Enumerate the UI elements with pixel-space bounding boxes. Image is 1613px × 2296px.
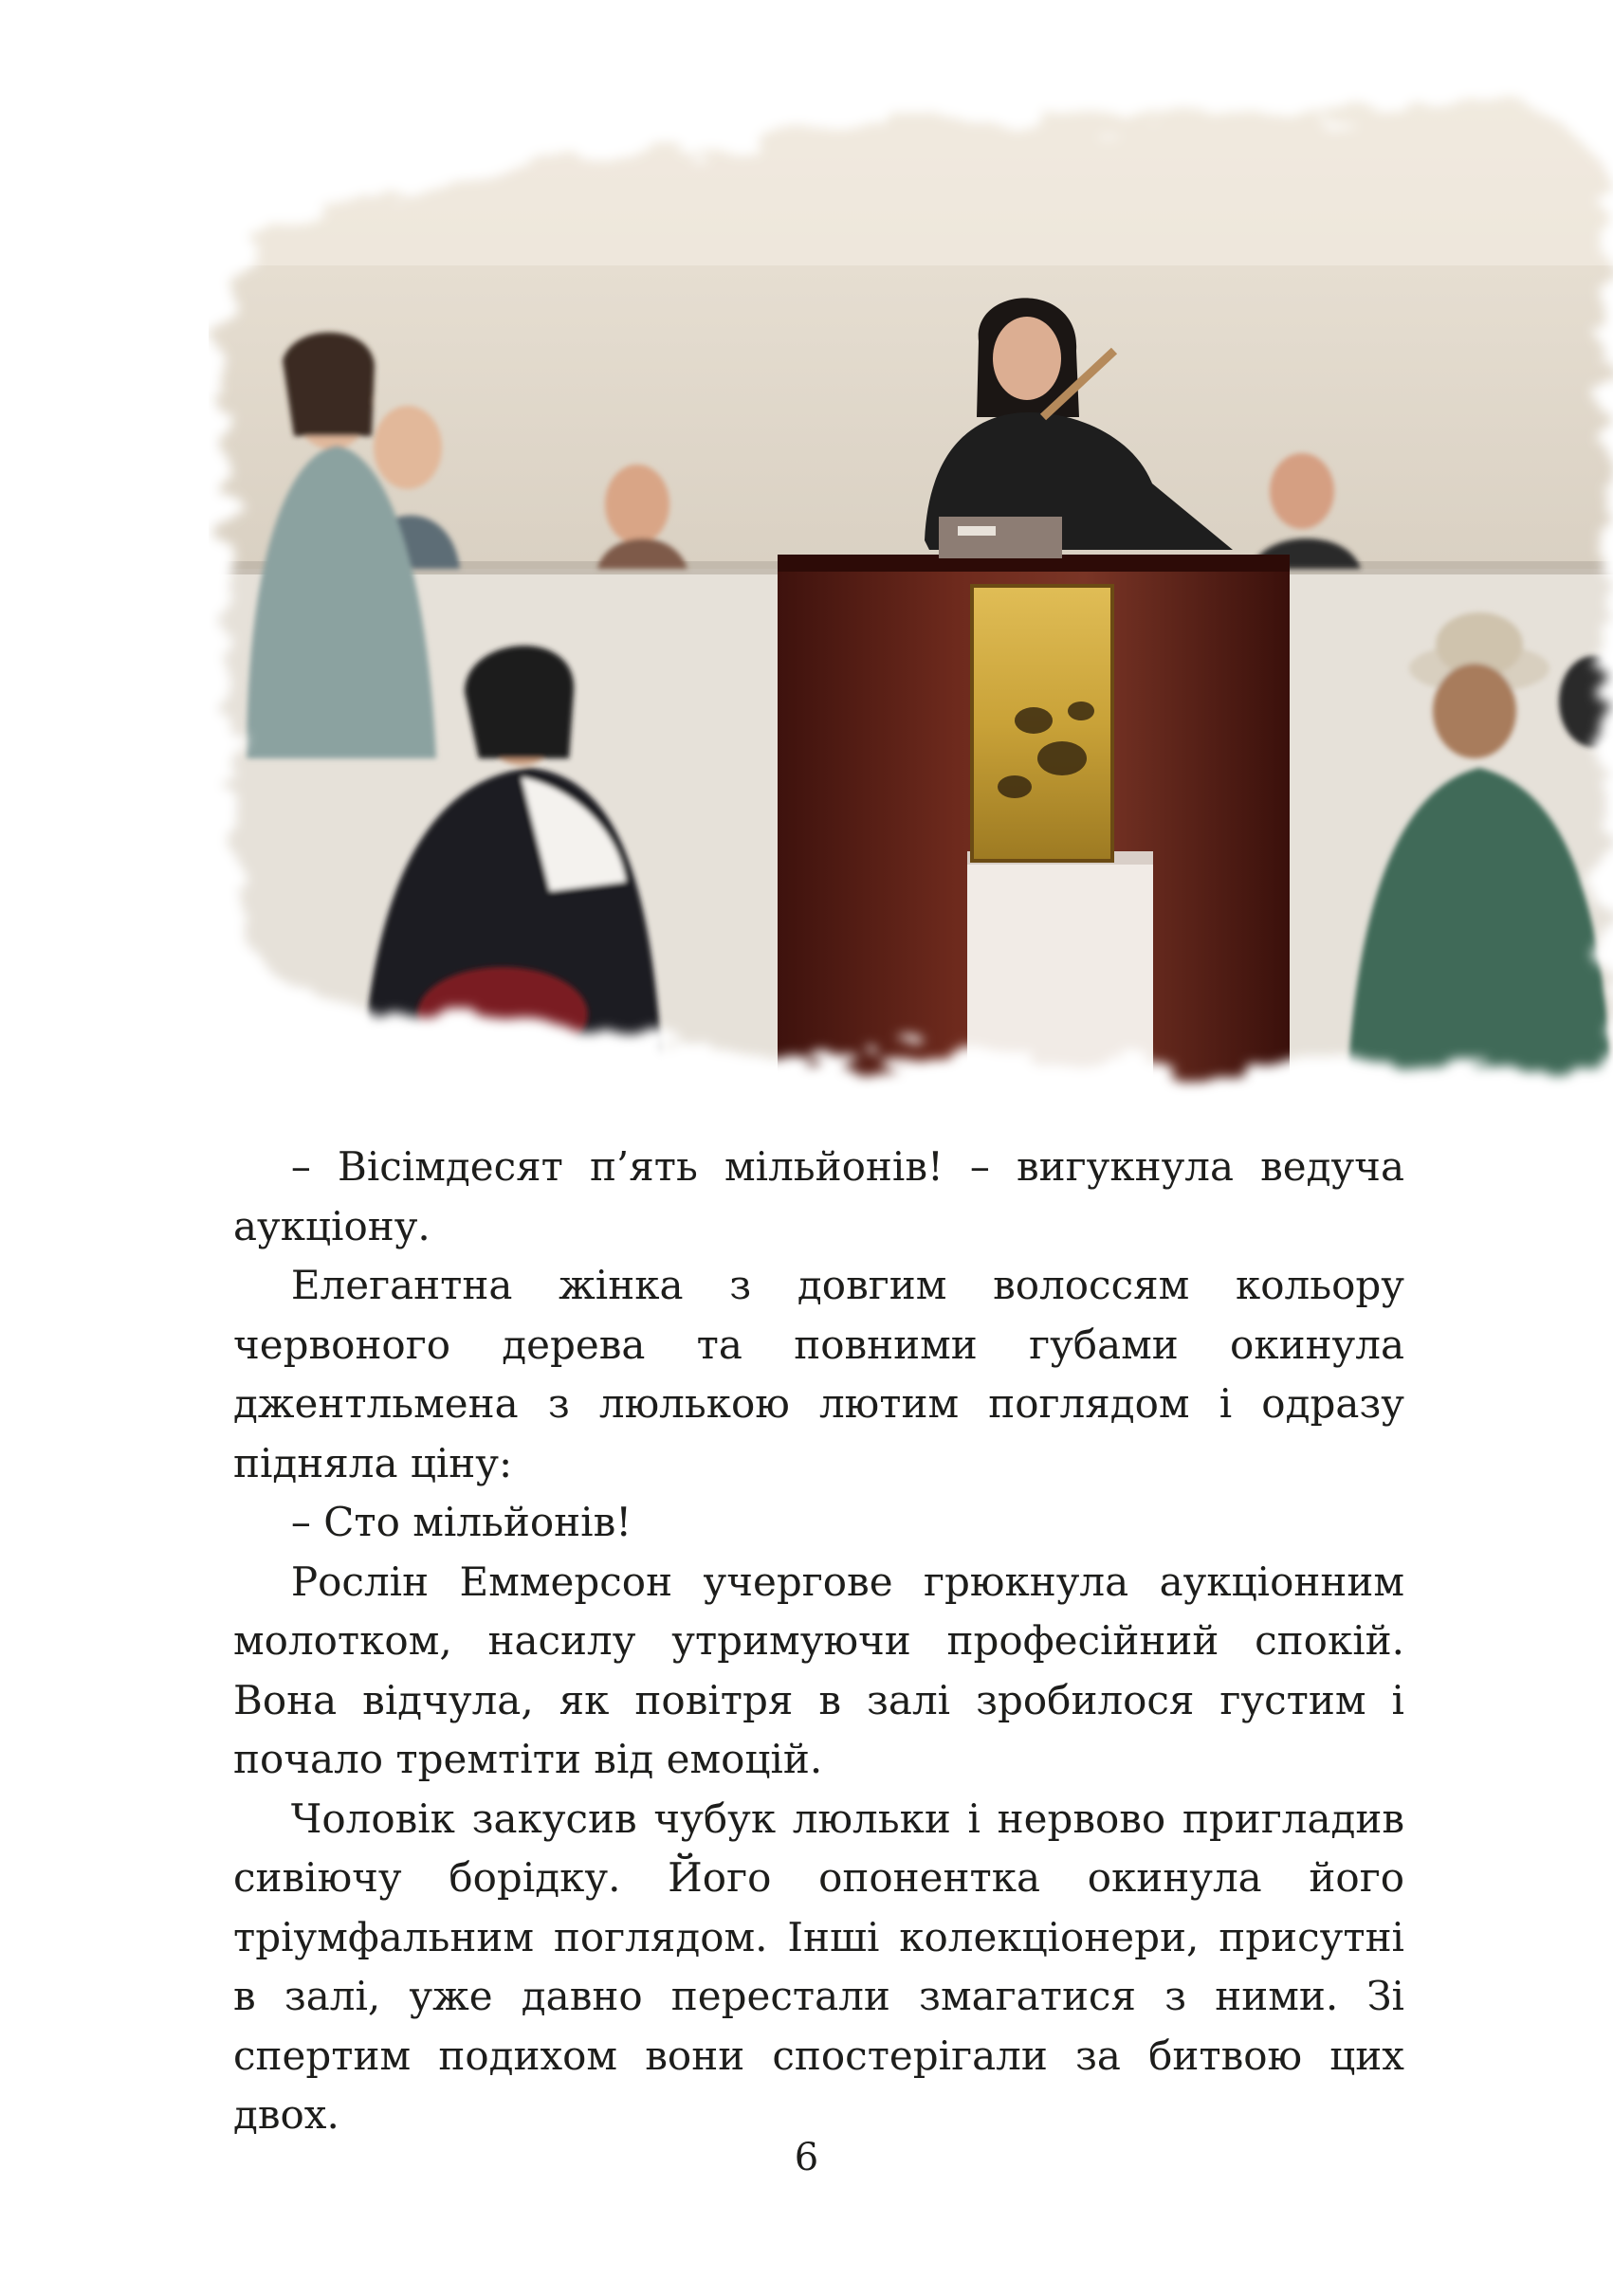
- page-number: 6: [794, 2136, 819, 2179]
- paragraph: Елегантна жінка з довгим волоссям кольору червоного дерева та повними губами окинула джентльмена з люлькою лютим поглядом і одразу підняла ціну:: [233, 1262, 1404, 1486]
- paragraph: Рослін Еммерсон учергове грюкнула аукціонним молотком, насилу утримуючи професійний спокій. Вона відчула, як повітря в залі зробилося густим і почало тремтіти від емоцій.: [233, 1558, 1404, 1782]
- golden-painting: [972, 586, 1112, 861]
- paragraph: – Сто мільйонів!: [290, 1499, 632, 1545]
- auction-illustration: [209, 38, 1613, 1128]
- paragraph: – Вісімдесят п’ять мільйонів! – вигукнула ведуча аукціону.: [233, 1143, 1404, 1249]
- story-text: [233, 1138, 1404, 2145]
- paragraph: Чоловік закусив чубук люльки і нервово пригладив сивіючу борідку. Його опонентка окинула його тріумфальним поглядом. Інші колекціонери, присутні в залі, уже давно перестали змагатися з ними. Зі спертим подихом вони спостерігали за битвою цих двох.: [233, 1795, 1404, 2138]
